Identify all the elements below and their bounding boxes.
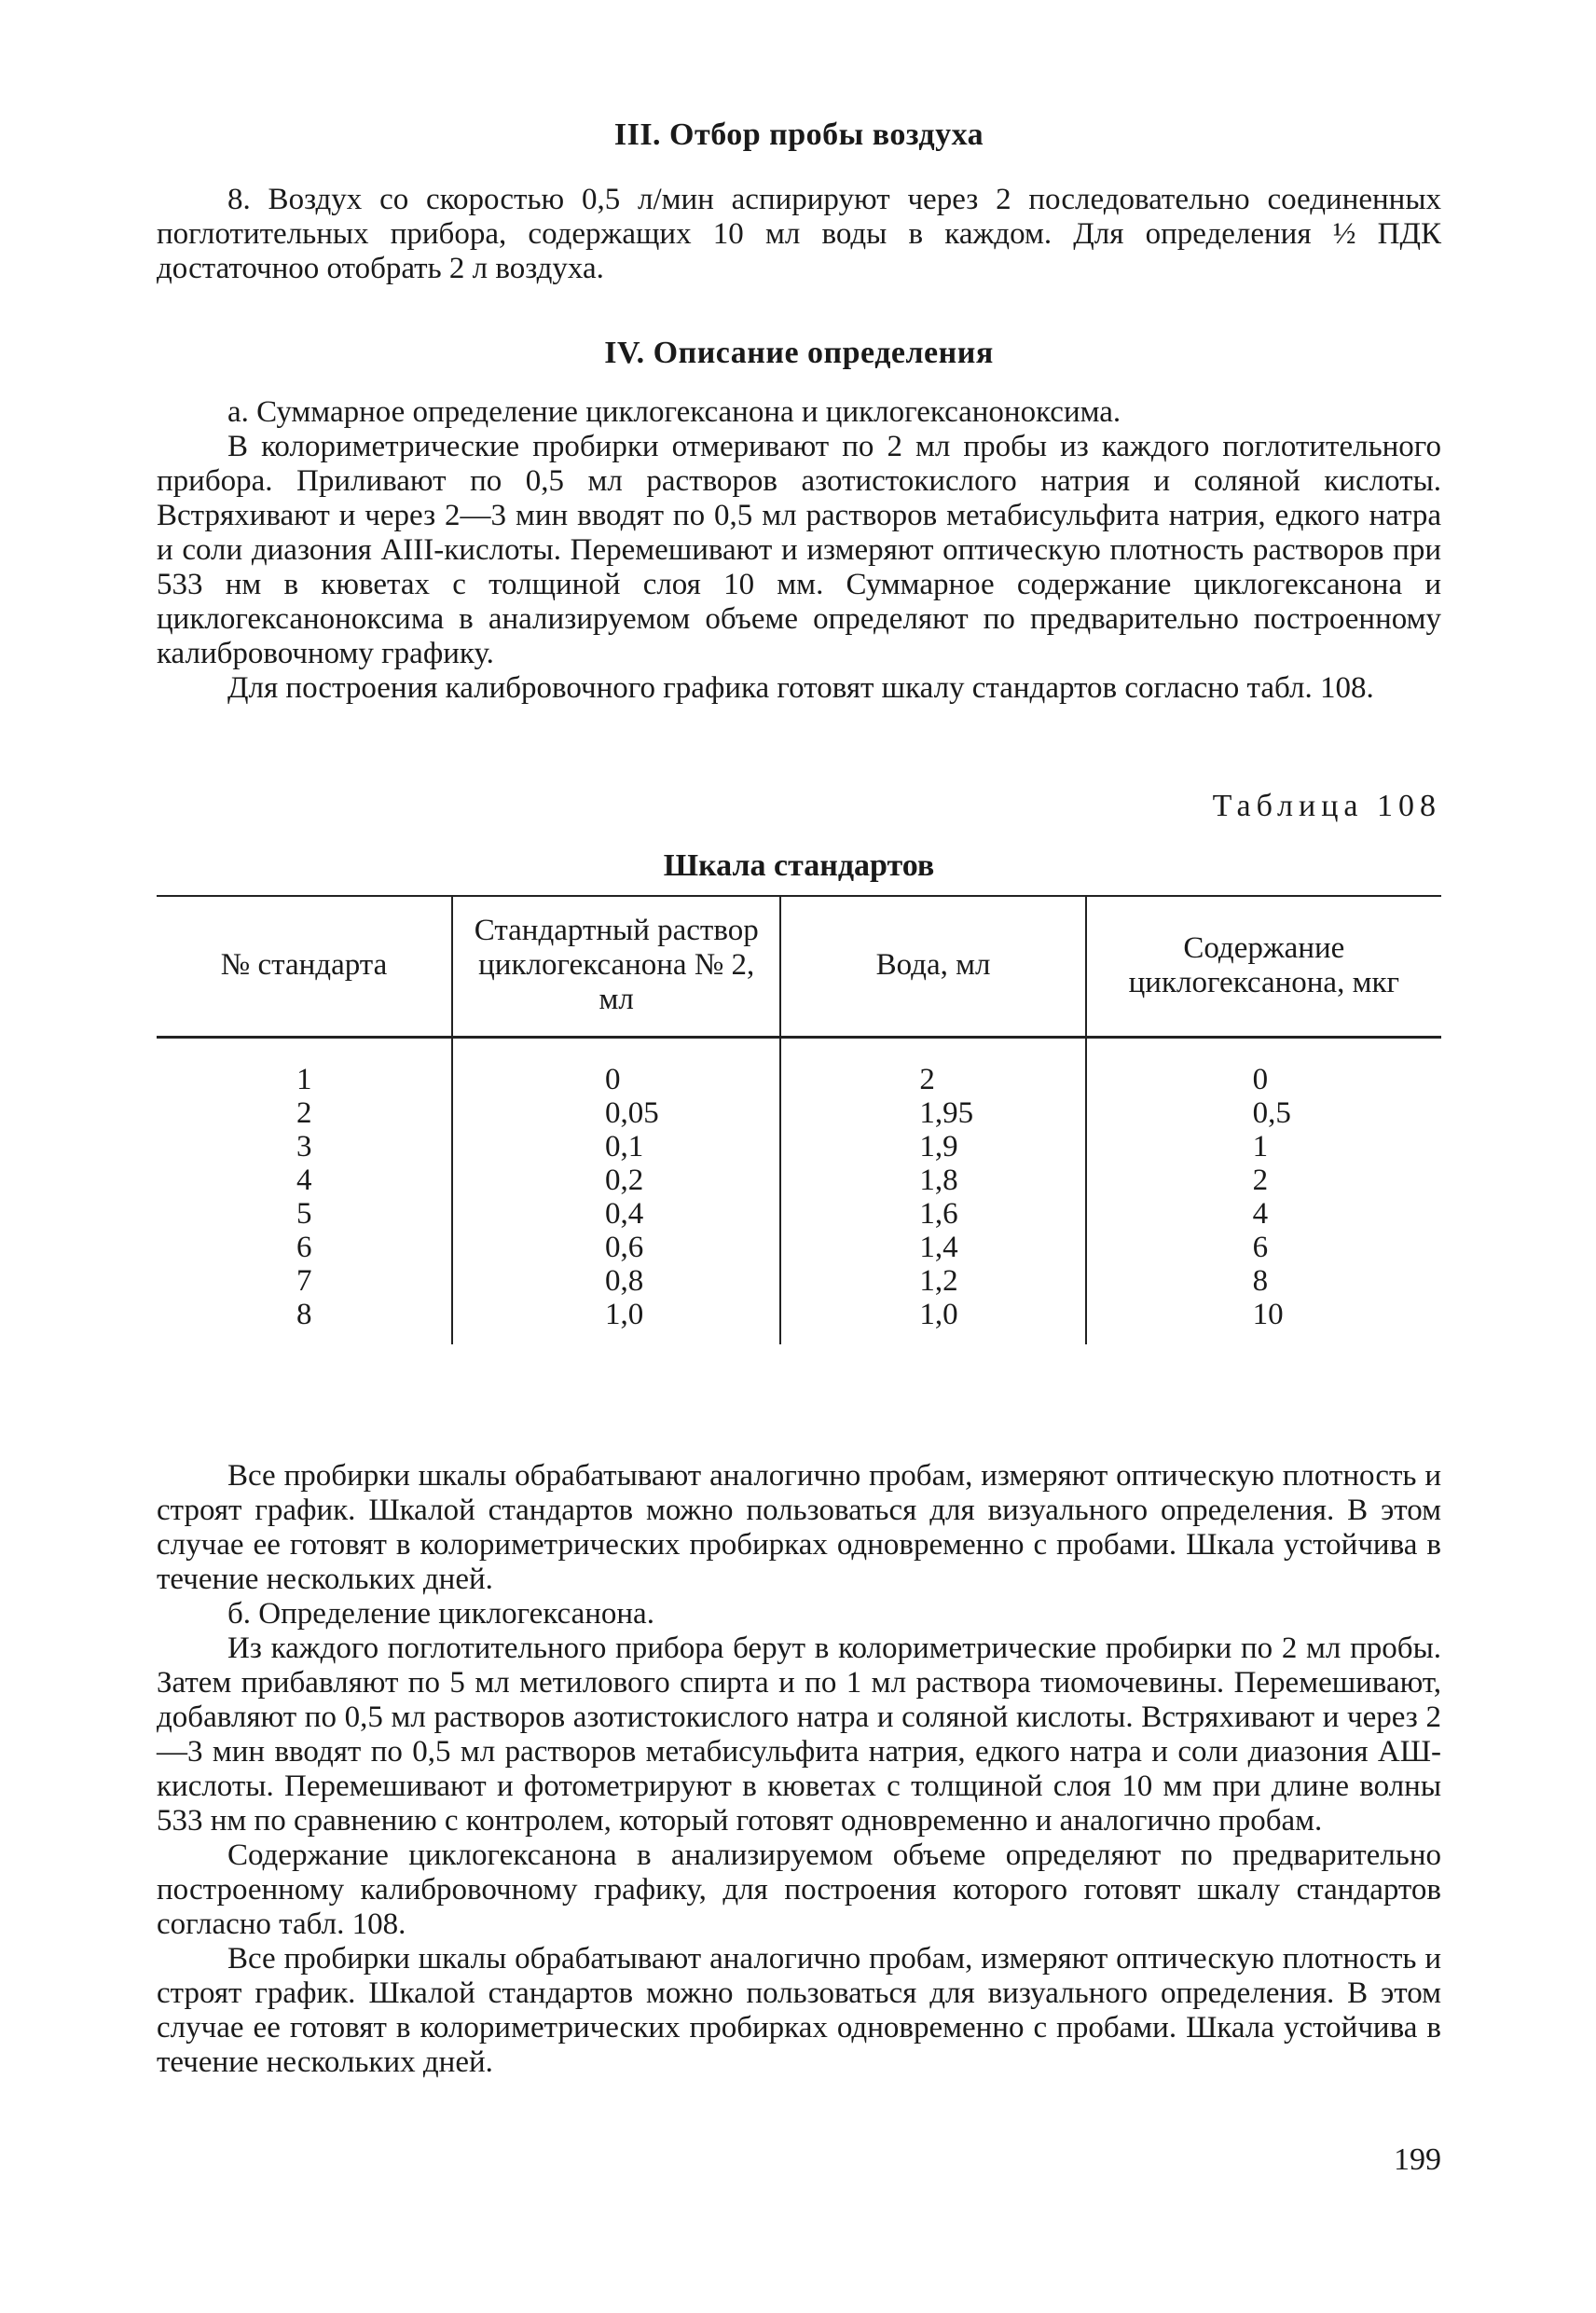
- cell-water: 1,9: [919, 1130, 958, 1163]
- cell-standard-number: 6: [296, 1231, 312, 1264]
- cell-standard-solution: 0,2: [605, 1163, 644, 1197]
- cell-standard-solution: 0: [605, 1063, 621, 1096]
- section-air-sampling-body: [157, 183, 1441, 286]
- cell-standard-solution: 1,0: [605, 1298, 644, 1331]
- subheading-total-determination: а. Суммарное определение циклогексанона и циклогексаноноксима.: [227, 395, 1121, 429]
- cell-standard-number: 7: [296, 1264, 312, 1298]
- paragraph-total-procedure: В колориметрические пробирки отмеривают по 2 мл пробы из каждого поглотительного прибора. Приливают по 0,5 мл растворов азотистокислого натрия и соляной кислоты. Встряхивают и через 2—3 мин вводят по 0,5 мл растворов метабисульфита натрия, едкого натра и соли диазония АIII-кислоты. Перемешивают и измеряют оптическую плотность растворов при 533 нм в кюветах с толщиной слоя 10 мм. Суммарное содержание циклогексанона и циклогексаноноксима в анализируемом объеме определяют по предварительно построенному калибровочному графику.: [157, 430, 1441, 670]
- table-header-row: [157, 896, 1441, 1038]
- section-heading-air-sampling: III. Отбор пробы воздуха: [613, 117, 984, 152]
- cell-standard-solution: 0,05: [605, 1096, 659, 1130]
- cell-content: 6: [1252, 1231, 1269, 1264]
- cell-standard-number: 4: [296, 1163, 312, 1197]
- header-standard-number: № стандарта: [157, 896, 452, 1038]
- cell-content: 8: [1252, 1264, 1269, 1298]
- cell-content: 0: [1252, 1063, 1269, 1096]
- paragraph-air-sampling: 8. Воздух со скоростью 0,5 л/мин аспирируют через 2 последовательно соединенных поглотительных прибора, содержащих 10 мл воды в каждом. Для определения ½ ПДК достаточноо отобрать 2 л воздуха.: [157, 183, 1441, 285]
- cell-content: 10: [1252, 1298, 1284, 1331]
- page-number: 199: [1394, 2142, 1441, 2177]
- cell-water: 1,4: [919, 1231, 958, 1264]
- cell-water: 1,2: [919, 1264, 958, 1298]
- cell-water: 1,8: [919, 1163, 958, 1197]
- column-standard-numbers: [157, 1038, 452, 1345]
- cell-content: 1: [1252, 1130, 1269, 1163]
- column-standard-solution: [452, 1038, 780, 1345]
- cell-standard-number: 5: [296, 1197, 312, 1231]
- paragraph-cyclohexanone-calibration: Содержание циклогексанона в анализируемом объеме определяют по предварительно построенному калибровочному графику, для построения которого готовят шкалу стандартов согласно табл. 108.: [157, 1838, 1441, 1941]
- cell-content: 0,5: [1252, 1096, 1291, 1130]
- cell-standard-number: 3: [296, 1130, 312, 1163]
- cell-standard-solution: 0,8: [605, 1264, 644, 1298]
- section-after-table-body: [157, 1459, 1441, 2080]
- header-standard-solution: Стандартный раствор циклогексанона № 2, мл: [452, 896, 780, 1038]
- cell-standard-number: 1: [296, 1063, 312, 1096]
- section-description-body: [157, 395, 1441, 706]
- header-water: Вода, мл: [780, 896, 1085, 1038]
- cell-standard-solution: 0,6: [605, 1231, 644, 1264]
- cell-standard-number: 2: [296, 1096, 312, 1130]
- paragraph-scale-processing: Все пробирки шкалы обрабатывают аналогично пробам, измеряют оптическую плотность и строят график. Шкалой стандартов можно пользоваться для визуального определения. В этом случае ее готовят в колориметрических пробирках одновременно с пробами. Шкала устойчива в течение нескольких дней.: [157, 1459, 1441, 1596]
- header-content: Содержание циклогексанона, мкг: [1086, 896, 1441, 1038]
- column-water: [780, 1038, 1085, 1345]
- standards-table: [157, 895, 1441, 1344]
- cell-water: 1,6: [919, 1197, 958, 1231]
- cell-content: 4: [1252, 1197, 1269, 1231]
- paragraph-scale-processing-repeat: Все пробирки шкалы обрабатывают аналогично пробам, измеряют оптическую плотность и строят график. Шкалой стандартов можно пользоваться для визуального определения. В этом случае ее готовят в колориметрических пробирках одновременно с пробами. Шкала устойчива в течение нескольких дней.: [157, 1942, 1441, 2079]
- column-content: [1086, 1038, 1441, 1345]
- table-title: Шкала стандартов: [663, 848, 935, 883]
- cell-standard-solution: 0,1: [605, 1130, 644, 1163]
- subheading-cyclohexanone-determination: б. Определение циклогексанона.: [227, 1597, 654, 1631]
- cell-water: 1,0: [919, 1298, 958, 1331]
- cell-water: 1,95: [919, 1096, 974, 1130]
- paragraph-cyclohexanone-procedure: Из каждого поглотительного прибора берут в колориметрические пробирки по 2 мл пробы. Затем прибавляют по 5 мл метилового спирта и по 1 мл раствора тиомочевины. Перемешивают, добавляют по 0,5 мл растворов азотистокислого натра и соляной кислоты. Встряхивают и через 2—3 мин вводят по 0,5 мл растворов метабисульфита натрия, едкого натра и соли диазония АШ-кислоты. Перемешивают и фотометрируют в кюветах с толщиной слоя 10 мм при длине волны 533 нм по сравнению с контролем, который готовят одновременно и аналогично пробам.: [157, 1631, 1441, 1838]
- table-body-row: [157, 1038, 1441, 1345]
- section-heading-description: IV. Описание определения: [604, 336, 994, 370]
- cell-content: 2: [1252, 1163, 1269, 1197]
- cell-water: 2: [919, 1063, 935, 1096]
- cell-standard-number: 8: [296, 1298, 312, 1331]
- paragraph-calibration-reference: Для построения калибровочного графика готовят шкалу стандартов согласно табл. 108.: [227, 671, 1374, 705]
- table-number-caption: Таблица 108: [1212, 789, 1441, 823]
- cell-standard-solution: 0,4: [605, 1197, 644, 1231]
